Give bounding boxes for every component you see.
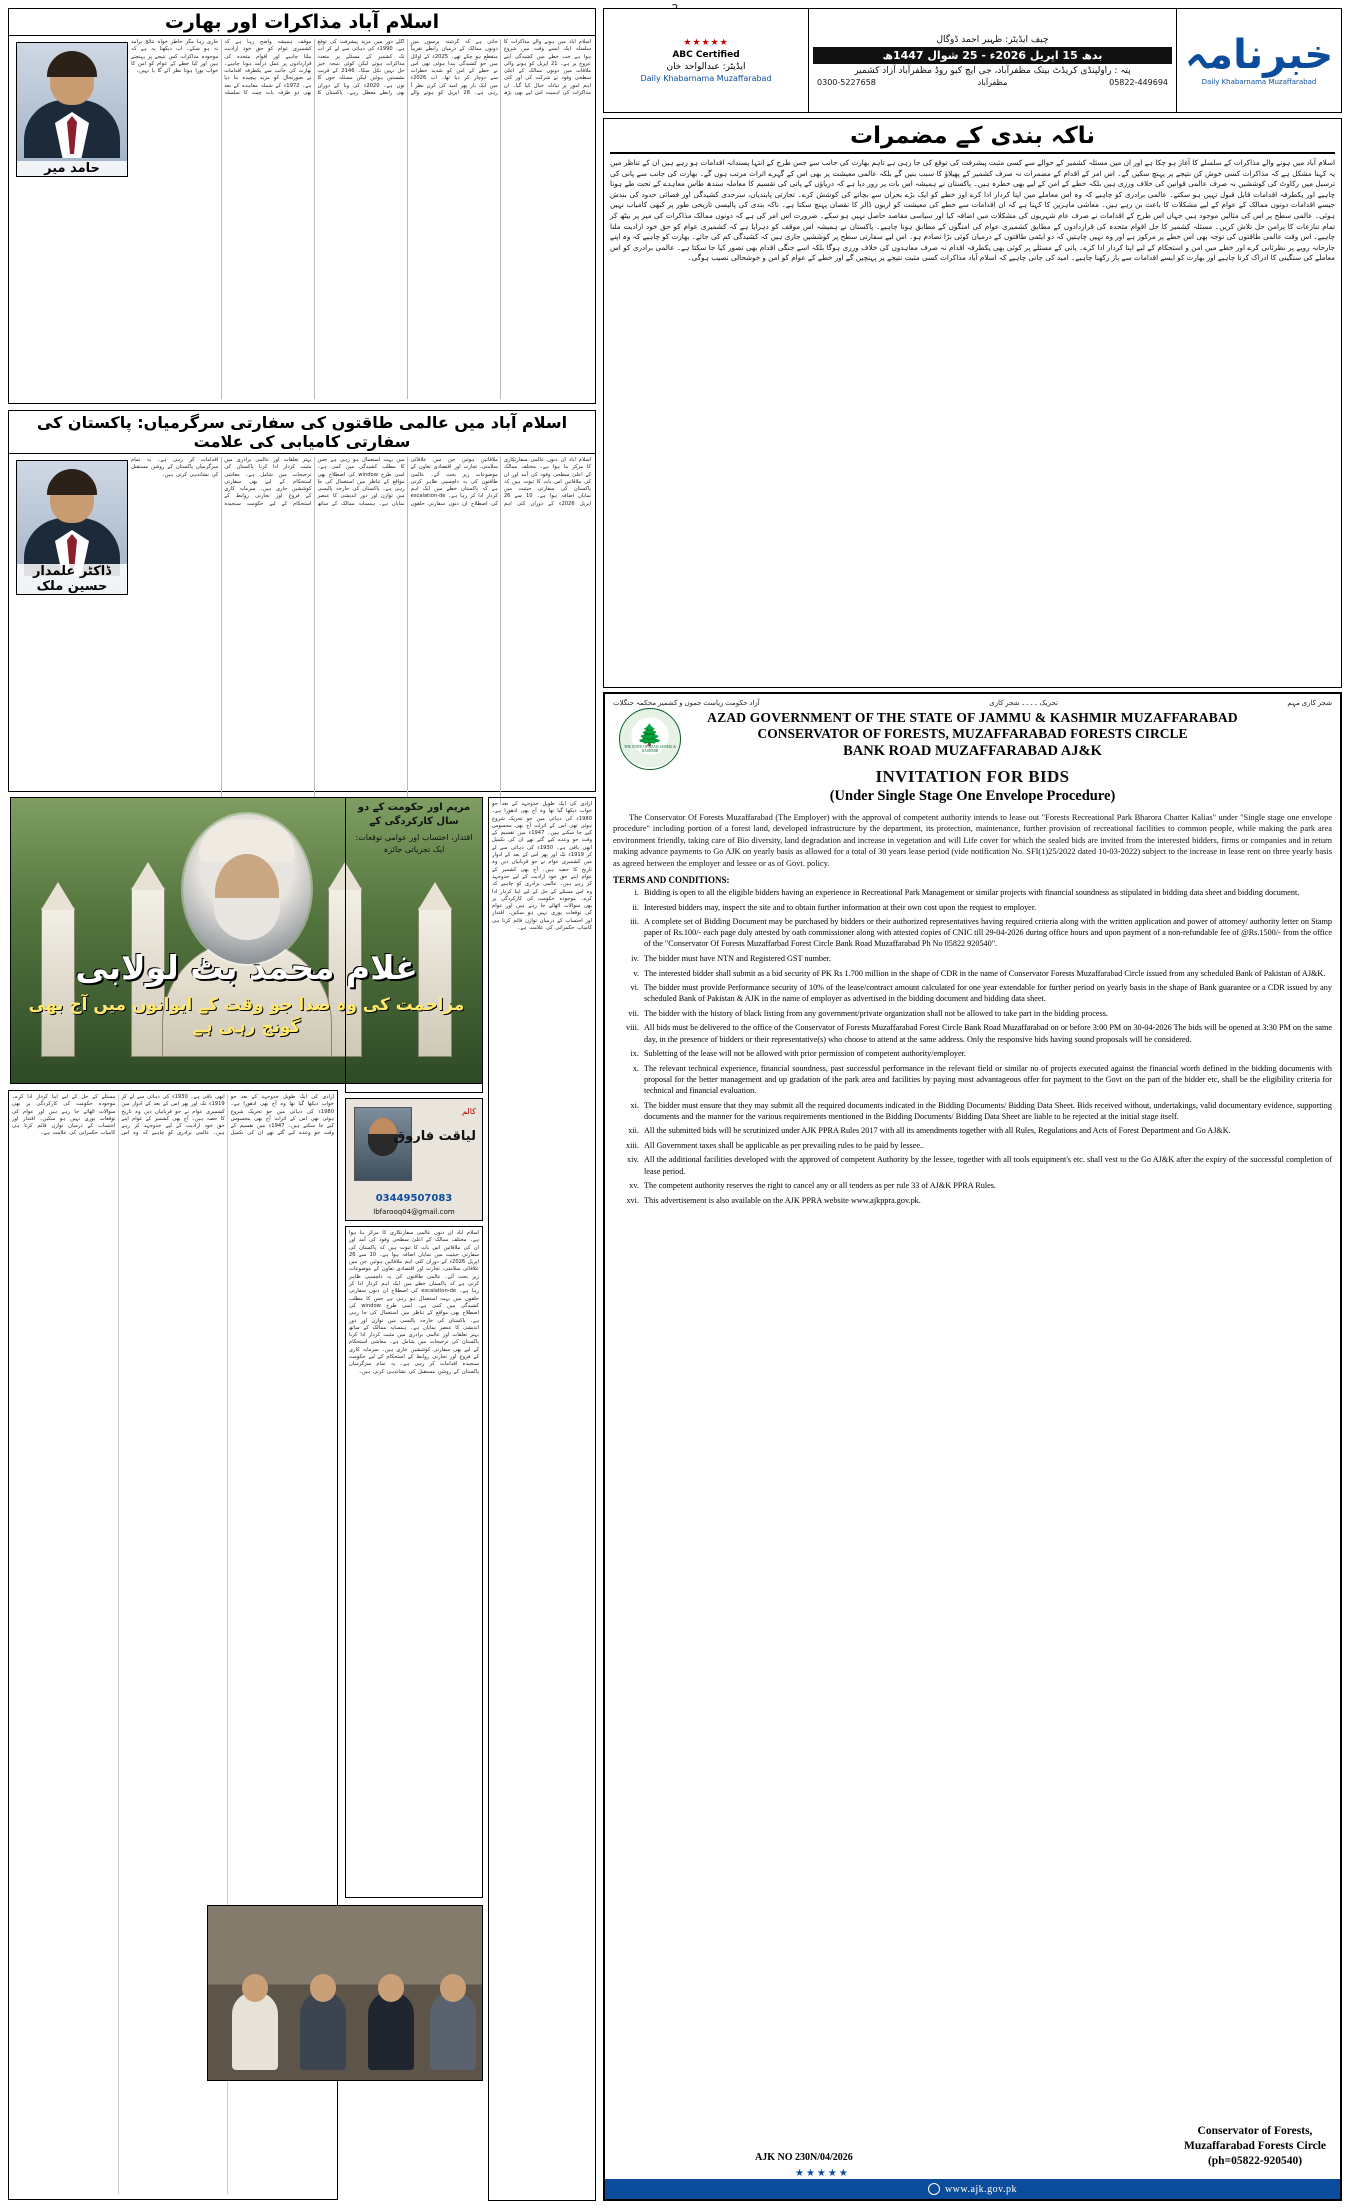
author-column-text: اسلام آباد ان دنوں عالمی سفارتکاری کا مرکز بنا ہوا ہے۔ مختلف ممالک کے اعلیٰ سطحی وفود کی آمد اور ان کی ملاقاتیں اس بات کا ثبوت ہیں کہ پاکستان کی سفارتی حیثیت میں نمایاں اضافہ ہوا ہے۔ 10 سے 26 اپریل 2026ء کے دوران کئی اہم ملاقاتیں ہوئیں جن میں علاقائی سلامتی، تجارت اور اقتصادی تعاون کے موضوعات زیر بحث آئے۔ عالمی طاقتوں کی یہ دلچسپی ظاہر کرتی ہے کہ پاکستان خطے میں ایک اہم کردار ادا کر رہا ہے۔ escalation-de کی اصطلاح ان دنوں سفارتی حلقوں میں بہت استعمال ہو رہی ہے جس کا مطلب کشیدگی میں کمی ہے۔ اسی طرح window کی اصطلاح بھی مواقع کے تناظر میں استعمال کی جا رہی ہے۔ پاکستان کی خارجہ پالیسی میں توازن اور دور اندیشی کا عنصر نمایاں ہے۔ ہمسایہ ممالک کے ساتھ بہتر تعلقات اور عالمی برادری میں مثبت کردار ادا کرنا پاکستان کی ترجیحات میں شامل ہے۔ معاشی استحکام کے لیے بھی سفارتی کوششیں جاری ہیں۔ سرمایہ کاری کے فروغ اور تجارتی روابط کے استحکام کے لیے حکومت سنجیدہ اقدامات کر رہی ہے۔ یہ تمام سرگرمیاں پاکستان کے روشن مستقبل کی نشاندہی کرتی ہیں۔ [349,1230,479,1375]
article2-author-name: ڈاکٹر علمدار حسین ملک [17,564,127,594]
invitation-heading: INVITATION FOR BIDS [875,767,1070,786]
article1-author-photo [16,42,128,177]
term-item: x. The relevant technical experience, financial soundness, past successful performance in the relevant field or similar no of projects executed against the financial worth defined in the bidding documents with proposal for the better management and up gradation of the park area and facilities by paying most advantageous offer for payment to the Govt on the part of the bidder etc, shall be the eligibility criteria for technical and financial evaluation. [641,1063,1332,1096]
paper-subtitle: Daily Khabarnama Muzaffarabad [1201,78,1317,86]
term-item: xv. The competent authority reserves the right to cancel any or all tenders as per rule 33 of AJ&K PPRA Rules. [641,1180,1332,1191]
editorial-title: ناکہ بندی کے مضمرات [610,123,1335,154]
term-item: vi. The bidder must provide Performance security of 10% of the lease/contract amount calculated for one year extendable for further period on yearly basis in the shape of Bank guarantee or a CDR issued by any scheduled Bank of Pakistan & AJK in the name of employer as advertised in the bidding document and bidding data sheet. [641,982,1332,1004]
article1-body: اسلام آباد میں ہونے والے مذاکرات کا سلسلہ ایک ایسے وقت میں شروع ہوا ہے جب خطے میں کشیدگی اپنے عروج پر ہے۔ 21 اپریل کو ہونے والی ملاقات میں دونوں ممالک کے اعلیٰ سطحی وفود نے شرکت کی اور کئی اہم امور پر تبادلہ خیال کیا گیا۔ ان مذاکرات کی اہمیت اس لیے بھی بڑھ جاتی ہے کہ گزشتہ برسوں میں دونوں ممالک کے درمیان رابطے تقریباً منقطع ہو چکے تھے۔ 2025ء کے اوائل میں جو کشیدگی پیدا ہوئی تھی اس نے خطے کے امن کو شدید خطرات سے دوچار کر دیا تھا۔ اب 2026ء میں ایک بار پھر امید کی کرن نظر آ رہی ہے۔ 28 اپریل کو ہونے والے اگلے دور میں مزید پیشرفت کی توقع ہے۔ 1990ء کی دہائی سے لے کر اب تک کشمیر کے مسئلے پر متعدد مذاکرات ہوئے لیکن کوئی نتیجہ خیز حل نہیں نکل سکا۔ 2146 کے قریب نشستیں ہوئیں لیکن مسئلہ جوں کا توں ہے۔ 2020ء کی وبا کے دوران بھی رابطے معطل رہے۔ پاکستان کا موقف ہمیشہ واضح رہا ہے کہ کشمیری عوام کو حق خود ارادیت ملنا چاہیے اور اقوام متحدہ کی قراردادوں پر عمل درآمد ہونا چاہیے۔ بھارت کی جانب سے یکطرفہ اقدامات نے صورتحال کو مزید پیچیدہ بنا دیا ہے۔ 1972ء کے شملہ معاہدے کے بعد بھی دو طرفہ بات چیت کا سلسلہ جاری رہا مگر خاطر خواہ نتائج برآمد نہ ہو سکے۔ اب دیکھنا یہ ہے کہ موجودہ مذاکرات کس نتیجے پر پہنچتے ہیں اور کیا خطے کے عوام کو امن کا خواب پورا ہوتا نظر آئے گا یا نہیں۔ [131,39,591,97]
signature-line-3: (ph=05822-920540) [1207,2155,1303,2167]
portrait-photo [183,814,311,964]
phone-number: 05822-449694 [1109,77,1168,87]
person-shape [232,1992,278,2070]
column-author-photo [354,1107,412,1181]
tender-reference-number: AJK NO 230N/04/2026 [755,2152,853,2163]
article-islamabad-talks [8,8,596,404]
website-url: www.ajk.gov.pk [944,2183,1018,2195]
abc-certified-label: ABC Certified [672,50,740,60]
term-item: xii. All the submitted bids will be scrutinized under AJK PPRA Rules 2017 with all its amendments together with all Rules, Regulations and Acts of Forest Department and Go AJ&K. [641,1125,1332,1136]
editor-name: ایڈیٹر: عبدالواحد خان [666,62,746,72]
term-item: v. The interested bidder shall submit as a bid security of PK Rs 1.700 million in the shape of CDR in the name of Conservator Forests Muzaffarabad Circle issued from any scheduled Bank of Pakistan of AJ&K. [641,968,1332,979]
masthead-right [604,9,809,112]
column-author-phone: 03449507083 [375,1193,453,1204]
term-item: vii. The bidder with the history of black listing from any government/private organization shall not be allowed to take part in the bidding process. [641,1008,1332,1019]
right-inner-column [488,797,596,2201]
gov-line-3: BANK ROAD MUZAFFARABAD AJ&K [843,743,1102,759]
tender-top-row [613,699,1332,707]
daily-label: Daily Khabarnama Muzaffarabad [640,74,772,83]
column-author-name: لیاقت فاروق [393,1129,476,1144]
person-shape [430,1992,476,2070]
tender-government-heading [613,710,1332,760]
person-head-shape [378,1974,404,2002]
editorial-body: اسلام آباد میں ہونے والے مذاکرات کے سلسلے کا آغاز ہو چکا ہے اور ان میں مسئلہ کشمیر کے حوالے سے کسی مثبت پیشرفت کی توقع کی جا رہی ہے تاہم بھارت کی جانب سے جس طرح کے انتہا پسندانہ اقدامات ہو رہے ہیں ان کے تناظر میں یہ کہنا مشکل ہے کہ مذاکرات کسی خوش کن نتیجے پر پہنچ سکیں گے۔ اس امر کے اقدام کے مضمرات نہ صرف کشمیر کے پھیلاؤ کا سبب بنیں گے بلکہ عالمی معیشت پر بھی اس کے گہرے اثرات مرتب ہوں گے۔ بھارت کی جانب سے پانی کی ترسیل میں رکاوٹ کی کوششیں نہ صرف عالمی قوانین کی خلاف ورزی ہیں بلکہ خطے کے امن کے لیے بھی خطرہ ہیں۔ پاکستان نے ہمیشہ اس بات پر زور دیا ہے کہ دریاؤں کے پانی کی تقسیم کا معاملہ سندھ طاس معاہدے کے تحت طے ہونا چاہیے اور یکطرفہ اقدامات قابل قبول نہیں ہو سکتے۔ عالمی برادری کو چاہیے کہ وہ اس معاملے میں اپنا کردار ادا کرے اور خطے کو ایک بڑے بحران سے بچانے کی کوشش کرے۔ تجارتی پابندیاں، سرحدی کشیدگی اور فضائی حدود کی بندش جیسے اقدامات دونوں ممالک کے عوام کے لیے مشکلات کا باعث بن رہے ہیں۔ معاشی ماہرین کا کہنا ہے کہ ان اقدامات سے خطے کی معیشت کو اربوں ڈالر کا نقصان پہنچ سکتا ہے۔ ناکہ بندی کی پالیسی تاریخی طور پر کبھی کامیاب نہیں ہوئی۔ عالمی سطح پر اس کی مثالیں موجود ہیں جہاں اس طرح کے اقدامات نے صرف عام شہریوں کی مشکلات میں اضافہ کیا اور سیاسی مقاصد حاصل نہیں ہو سکے۔ ضرورت اس امر کی ہے کہ دونوں ممالک مذاکرات کی میز پر بیٹھ کر تمام تنازعات کا پرامن حل تلاش کریں۔ مسئلہ کشمیر کا حل اقوام متحدہ کی قراردادوں کے مطابق کشمیری عوام کی امنگوں کے مطابق ہونا چاہیے۔ پاکستان نے ہمیشہ اس موقف کو دہرایا ہے کہ کشمیری عوام کو حق خود ارادیت ملنا چاہیے۔ اس وقت عالمی طاقتوں کی توجہ بھی اس خطے پر مرکوز ہے اور وہ نہیں چاہتیں کہ دو ایٹمی طاقتوں کے درمیان کوئی بڑا تصادم ہو۔ اس لیے سفارتی سطح پر کوششیں جاری ہیں کہ کشیدگی کم کی جائے۔ بھارت کو چاہیے کہ وہ اپنے جارحانہ رویے پر نظرثانی کرے اور خطے میں امن و استحکام کے لیے اپنا کردار ادا کرے۔ پانی کے مسئلے پر کوئی بھی یکطرفہ اقدام نہ صرف معاہدوں کی خلاف ورزی ہوگا بلکہ اسے جنگی اقدام بھی تصور کیا جا سکتا ہے۔ عالمی برادری کو اس معاملے کی سنگینی کا ادراک کرنا چاہیے اور بھارت کو ایسے اقدامات سے باز رکھنا چاہیے۔ امید کی جانی چاہیے کہ اسلام آباد مذاکرات کسی مثبت نتیجے پر پہنچیں گے اور خطے کے عوام کو امن و خوشحالی نصیب ہوگی۔ [610,158,1335,263]
person-shape [368,1992,414,2070]
poster-title: غلام محمد بٹ لولابی [75,948,418,987]
column-heading: مریم اور حکومت کے دو سال کارکردگی کے [357,802,471,827]
paper-name: خبرنامہ [1184,32,1334,78]
article1-title: اسلام آباد مذاکرات اور بھارت [9,9,595,36]
masthead [603,8,1342,113]
terms-list [613,887,1332,1206]
poster-subtitle: مزاحمت کی وہ صدا جو وقت کے ایوانوں میں آج بھی گونج رہی ہے [28,995,465,1037]
masthead-center [809,9,1176,112]
person-head-shape [440,1974,466,2002]
article2-author-photo [16,460,128,595]
tree-icon: 🌲 [636,723,664,747]
term-item: iii. A complete set of Bidding Document may be purchased by bidders or their authorized representatives having required criteria along with the written application and power of attorney/ authority letter on Stamp paper of Rs.100/- each page duly attested by oath commissioner along with attested copies of CNIC till 29-04-2026 during office hours and upon payment of a non-refundable fee of @Rs.1500/- from the office of the "Conservator Of Forests Muzaffarbad Forest Circle Bank Road Muzaffarabad Ph No 05822 920540". [641,916,1332,949]
article-diplomatic-activity [8,410,596,792]
author2-hair-shape [47,469,97,495]
paper-logo [1176,9,1341,112]
column-heading-block [345,797,483,1093]
terms-heading: TERMS AND CONDITIONS: [613,875,730,886]
bottom-left-column-text: آزادی کی ایک طویل جدوجہد کے بعد جو خواب دیکھا گیا تھا وہ آج بھی ادھورا ہے۔ 1980ء کی دہائی میں جو تحریک شروع ہوئی تھی اس کے اثرات آج بھی محسوس کیے جا سکتے ہیں۔ 1947ء میں تقسیم کے وقت جو وعدے کیے گئے تھے ان کی تکمیل ابھی باقی ہے۔ 1930ء کی دہائی سے لے کر 1919ء تک اور پھر اس کے بعد کے ادوار میں کشمیری عوام نے جو قربانیاں دیں وہ تاریخ کا حصہ ہیں۔ آج بھی کشمیر کے عوام اپنے حق خود ارادیت کے لیے جدوجہد کر رہے ہیں۔ عالمی برادری کو چاہیے کہ وہ اس مسئلے کے حل کے لیے اپنا کردار ادا کرے۔ موجودہ حکومت کی کارکردگی پر بھی سوالات اٹھائے جا رہے ہیں اور عوام کی توقعات پوری نہیں ہو سکیں۔ اقتدار اور احتساب کے درمیان توازن قائم کرنا ہی کامیاب حکمرانی کی علامت ہے۔ [12,1094,334,1137]
stars-rating: ★★★★★ [683,38,729,48]
person-shape [300,1992,346,2070]
editorial-article [603,118,1342,688]
term-item: i. Bidding is open to all the eligible bidders having an experience in Recreational Park Management or similar projects with financial soundness as stipulated in bidding data sheet and bidding document. [641,887,1332,898]
globe-icon [928,2183,940,2195]
tender-top-left: شجر کاری مہم [1287,699,1332,707]
signature-line-2: Muzaffarabad Forests Circle [1183,2140,1326,2152]
author-hair-shape [47,51,97,77]
person-head-shape [242,1974,268,2002]
author-column-text-block [345,1226,483,1898]
column-subheading: اقتدار، احتساب اور عوامی توقعات: ایک تجزیاتی جائزہ [355,833,473,854]
tender-top-center: تحریک ۔۔۔۔ شجر کاری [989,699,1058,707]
crest-caption: THE STATE OF AZAD JAMMU & KASHMIR [623,745,677,753]
website-bar[interactable] [605,2179,1340,2199]
tender-signature [1184,2124,1326,2169]
article2-body: اسلام آباد ان دنوں عالمی سفارتکاری کا مرکز بنا ہوا ہے۔ مختلف ممالک کے اعلیٰ سطحی وفود کی آمد اور ان کی ملاقاتیں اس بات کا ثبوت ہیں کہ پاکستان کی سفارتی حیثیت میں نمایاں اضافہ ہوا ہے۔ 10 سے 26 اپریل 2026ء کے دوران کئی اہم ملاقاتیں ہوئیں جن میں علاقائی سلامتی، تجارت اور اقتصادی تعاون کے موضوعات زیر بحث آئے۔ عالمی طاقتوں کی یہ دلچسپی ظاہر کرتی ہے کہ پاکستان خطے میں ایک اہم کردار ادا کر رہا ہے۔ escalation-de کی اصطلاح ان دنوں سفارتی حلقوں میں بہت استعمال ہو رہی ہے جس کا مطلب کشیدگی میں کمی ہے۔ اسی طرح window کی اصطلاح بھی مواقع کے تناظر میں استعمال کی جا رہی ہے۔ پاکستان کی خارجہ پالیسی میں توازن اور دور اندیشی کا عنصر نمایاں ہے۔ ہمسایہ ممالک کے ساتھ بہتر تعلقات اور عالمی برادری میں مثبت کردار ادا کرنا پاکستان کی ترجیحات میں شامل ہے۔ معاشی استحکام کے لیے بھی سفارتی کوششیں جاری ہیں۔ سرمایہ کاری کے فروغ اور تجارتی روابط کے استحکام کے لیے حکومت سنجیدہ اقدامات کر رہی ہے۔ یہ تمام سرگرمیاں پاکستان کے روشن مستقبل کی نشاندہی کرتی ہیں۔ [131,457,591,507]
decorative-stars: ★★★★★ [795,2168,850,2179]
meeting-photo [207,1905,483,2081]
person-head-shape [310,1974,336,2002]
term-item: iv. The bidder must have NTN and Registered GST number. [641,953,1332,964]
contact-row [813,78,1172,87]
column-author-card [345,1098,483,1221]
term-item: xvi. This advertisement is also available on the AJK PPRA website www.ajkppra.gov.pk. [641,1195,1332,1206]
column-author-email: lbfarooq04@gmail.com [373,1208,455,1216]
invitation-subheading: (Under Single Stage One Envelope Procedure) [829,788,1116,804]
mobile-number: 0300-5227658 [817,77,876,87]
tender-intro-paragraph: The Conservator Of Forests Muzaffarabad (The Employer) with the approval of competent authority intends to lease out "Forests Recreational Park Bharora Chatter Kalias" under "Single stage one envelope procedure" including portion of a forest land, developed infrastructure by the department, its protection, maintenance, further provision of recreational facilities to common people, while making the park area environment friendly, taking care of Bio diversity, land degradation and increase in vegetation and will Life cover for which the sealed bids are invited from the interested bidders, firms or companies and in return making advance payments to Go AJK on yearly basis as allowed for a total of 30 years lease period (vide notification No. SFI(1)25/2022 dated 10-03-2022) subject to the increase in lease rent on three yearly basis as agreed between the employer and lessee or as of Govt. policy. [613,813,1332,868]
term-item: xiii. All Government taxes shall be applicable as per prevailing rules to be paid by lessee.. [641,1140,1332,1151]
signature-line-1: Conservator of Forests, [1197,2125,1313,2137]
term-item: viii. All bids must be delivered to the office of the Conservator of Forests Muzaffarabad Forest Circle Bank Road Muzaffarabad on or before 3:00 PM on 30-04-2026 The bids will be opened at 3:30 PM on the same day, in the presence of bidders or their representative(s) who choose to attend at the same address. Only the responsive bids having sound proposals will be considered. [641,1022,1332,1044]
right-inner-column-text: آزادی کی ایک طویل جدوجہد کے بعد جو خواب دیکھا گیا تھا وہ آج بھی ادھورا ہے۔ 1980ء کی دہائی میں جو تحریک شروع ہوئی تھی اس کے اثرات آج بھی محسوس کیے جا سکتے ہیں۔ 1947ء میں تقسیم کے وقت جو وعدے کیے گئے تھے ان کی تکمیل ابھی باقی ہے۔ 1930ء کی دہائی سے لے کر 1919ء تک اور پھر اس کے بعد کے ادوار میں کشمیری عوام نے جو قربانیاں دیں وہ تاریخ کا حصہ ہیں۔ آج بھی کشمیر کے عوام اپنے حق خود ارادیت کے لیے جدوجہد کر رہے ہیں۔ عالمی برادری کو چاہیے کہ وہ اس مسئلے کے حل کے لیے اپنا کردار ادا کرے۔ موجودہ حکومت کی کارکردگی پر بھی سوالات اٹھائے جا رہے ہیں اور عوام کی توقعات پوری نہیں ہو سکیں۔ اقتدار اور احتساب کے درمیان توازن قائم کرنا ہی کامیاب حکمرانی کی علامت ہے۔ [492,801,592,932]
term-item: xi. The bidder must ensure that they may submit all the required documents indicated in the Bidding Documents/ Bidding Data Sheet. Bids received without, undertakings, valid documentary evidence, supporting documents and the manner for the various requirements mentioned in the Bidding Documents/ Bidding Data Sheet are liable to be rejected at the initial stage itself. [641,1100,1332,1122]
tender-notice [603,692,1342,2201]
article2-title: اسلام آباد میں عالمی طاقتوں کی سفارتی سرگرمیاں: پاکستان کی سفارتی کامیابی کی علامت [9,411,595,454]
chief-editor: چیف ایڈیٹر: ظہیر احمد ڈوگال [936,34,1049,45]
article1-author-name: حامد میر [17,161,127,176]
term-item: xiv. All the additional facilities developed with the approved of competent Authority by the lessee, together with all tools equipment's etc. shall vest to the Go AJ&K after the expiry of the successful completion of lease period. [641,1154,1332,1176]
term-item: ix. Subletting of the lease will not be allowed with prior permission of competent authority/employer. [641,1048,1332,1059]
office-address: پتہ : راولپنڈی کریڈٹ بینک مظفرآباد، جی ایچ کیو روڈ مظفرآباد آزاد کشمیر [854,65,1131,76]
city-label: مظفرآباد [977,77,1008,87]
state-crest-icon [619,708,681,770]
term-item: ii. Interested bidders may, inspect the site and to obtain further information at their own cost upon the request to employer. [641,902,1332,913]
issue-date: بدھ 15 اپریل 2026ء - 25 شوال 1447ھ [813,47,1172,64]
beard-shape [214,898,280,940]
gov-line-2: CONSERVATOR OF FORESTS, MUZAFFARABAD FORESTS CIRCLE [757,726,1188,741]
column-tag: کالم [461,1107,476,1116]
tender-top-right: آزاد حکومت ریاست جموں و کشمیر محکمہ جنگلات [613,699,760,707]
gov-line-1: AZAD GOVERNMENT OF THE STATE OF JAMMU & KASHMIR MUZAFFARABAD [707,710,1238,725]
